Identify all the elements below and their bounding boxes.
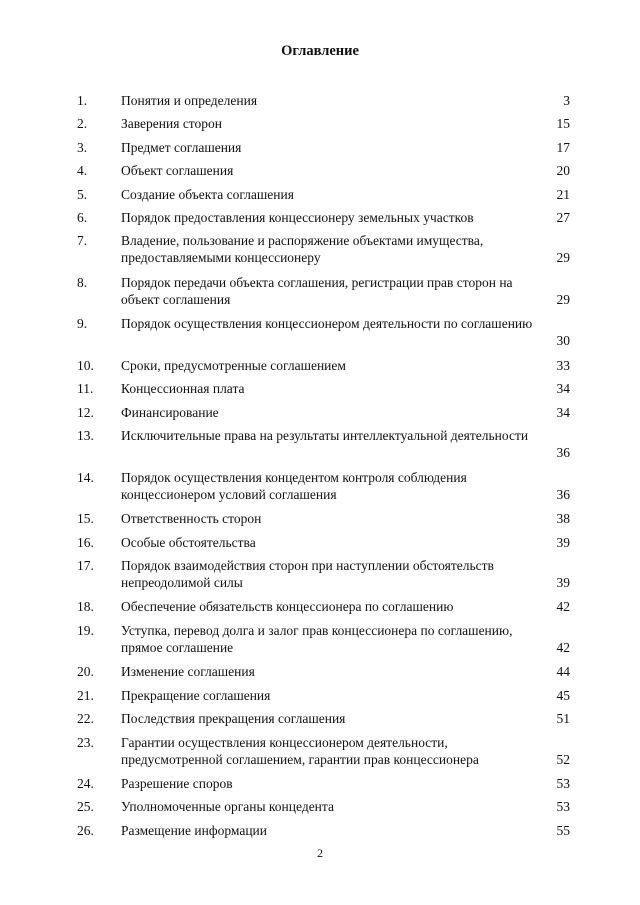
toc-entry [0,139,640,156]
toc-entry [0,687,640,704]
toc-entry-title [121,663,576,680]
toc-entry-page: 29 [556,291,570,307]
toc-entry-number: 25. [77,799,94,815]
toc-entry-page: 17 [556,139,570,155]
toc-entry-number: 7. [77,233,88,249]
toc-entry-title [121,315,576,332]
toc-entry-title-line: Изменение соглашения [121,664,255,680]
toc-entry-title-line: Порядок передачи объекта соглашения, регистрации прав сторон на [121,274,513,290]
toc-entry-title [121,209,576,226]
toc-entry-number: 9. [77,316,88,332]
toc-entry-title-line: Порядок взаимодействия сторон при наступлении обстоятельств [121,557,494,573]
toc-entry [0,404,640,421]
toc-entry [0,92,640,109]
toc-entry-title-line: Понятия и определения [121,93,258,108]
toc-entry-title-line: Владение, пользование и распоряжение объектами имущества, [121,233,484,249]
toc-entry-title [121,115,576,132]
toc-entry-page: 29 [556,250,570,266]
toc-entry [0,510,640,527]
toc-entry [0,798,640,815]
toc-entry-page: 3 [563,93,570,108]
toc-entry [0,775,640,792]
toc-entry-page: 21 [556,186,570,202]
toc-entry-number: 13. [77,428,94,444]
toc-entry-title-line: Порядок предоставления концессионеру земельных участков [121,210,474,225]
toc-entry-title [121,139,576,156]
toc-entry-title [121,822,576,839]
toc-entry-title-line: Финансирование [121,404,219,420]
toc-entry-number: 11. [77,381,94,397]
toc-entry-title-line: прямое соглашение [121,639,234,655]
toc-entry-title [121,534,576,551]
toc-entry-title-line: Исключительные права на результаты интеллектуальной деятельности [121,428,529,444]
toc-entry-page: 52 [556,751,570,767]
toc-entry [0,622,640,656]
toc-entry [0,822,640,839]
toc-entry-number: 12. [77,404,94,420]
toc-entry-title [121,710,576,727]
toc-entry-page: 53 [556,799,570,815]
toc-entry-page: 42 [556,639,570,655]
toc-entry-title-line: Объект соглашения [121,163,234,179]
toc-entry-title-line: объект соглашения [121,291,231,307]
toc-entry-title [121,92,576,109]
toc-entry-title-line: Предмет соглашения [121,139,242,155]
toc-entry-title-line: Гарантии осуществления концессионером деятельности, [121,734,448,750]
toc-entry-number: 1. [77,93,88,108]
toc-entry [0,209,640,226]
toc-entry-title-line: Ответственность сторон [121,511,262,527]
toc-entry-title [121,186,576,203]
toc-entry-title-line: Уполномоченные органы концедента [121,799,334,815]
toc-entry [0,315,640,349]
toc-entry-title-line: Размещение информации [121,822,267,838]
toc-entry-page: 36 [556,445,570,461]
toc-entry-title [121,274,576,308]
toc-entry-page: 33 [556,357,570,373]
toc-entry-title-line: Сроки, предусмотренные соглашением [121,357,346,373]
toc-entry-title-line: Порядок осуществления концедентом контроля соблюдения [121,469,467,485]
toc-entry-title-line: Последствия прекращения соглашения [121,711,346,727]
toc-entry [0,534,640,551]
toc-entry-title [121,557,576,591]
toc-entry-number: 8. [77,274,88,290]
toc-entry [0,274,640,308]
toc-entry [0,469,640,503]
toc-entry [0,232,640,266]
toc-entry-page: 36 [556,486,570,502]
toc-entry-title [121,427,576,444]
toc-entry-page: 15 [556,116,570,132]
toc-entry [0,557,640,591]
toc-entry-title [121,380,576,397]
toc-entry [0,598,640,615]
toc-entry [0,380,640,397]
toc-entry-page: 39 [556,574,570,590]
toc-entry [0,734,640,768]
toc-entry-page: 45 [556,687,570,703]
toc-entry-title-line: концессионером условий соглашения [121,486,337,502]
toc-entry-title-line: Уступка, перевод долга и залог прав концессионера по соглашению, [121,622,513,638]
toc-entry-page: 55 [556,822,570,838]
toc-entry-title [121,598,576,615]
toc-entry-page: 39 [556,534,570,550]
toc-entry-title-line: Особые обстоятельства [121,534,256,550]
toc-entry-title [121,357,576,374]
toc-entry-number: 4. [77,163,88,179]
toc-entry-number: 15. [77,511,94,527]
toc-entry-number: 21. [77,687,94,703]
toc-entry-number: 17. [77,557,94,573]
toc-entry-page: 42 [556,599,570,615]
toc-entry-title-line: Разрешение споров [121,776,233,791]
toc-entry-title-line: предусмотренной соглашением, гарантии прав концессионера [121,751,479,767]
toc-entry-page: 53 [556,776,570,791]
toc-entry-number: 18. [77,599,94,615]
toc-entry-page: 44 [556,664,570,680]
toc-entry [0,710,640,727]
toc-entry-number: 24. [77,776,94,791]
toc-entry-page: 51 [556,711,570,727]
toc-entry-title-line: Обеспечение обязательств концессионера по соглашению [121,599,454,615]
toc-entry-title [121,469,576,503]
toc-entry-number: 26. [77,822,94,838]
toc-entry-title [121,734,576,768]
toc-entry-title-line: Концессионная плата [121,381,245,397]
toc-entry-number: 19. [77,622,94,638]
toc-entry-page: 27 [556,210,570,225]
toc-entry-title [121,775,576,792]
toc-entry-page: 20 [556,163,570,179]
toc-entry-number: 22. [77,711,94,727]
toc-entry-title-line: Прекращение соглашения [121,687,271,703]
toc-entry-page: 34 [556,381,570,397]
toc-entry-title-line: Заверения сторон [121,116,223,132]
toc-entry-page: 38 [556,511,570,527]
toc-entry-title [121,687,576,704]
toc-entry-number: 10. [77,357,94,373]
toc-entry-number: 3. [77,139,88,155]
toc-entry-number: 23. [77,734,94,750]
toc-entry-page: 30 [556,333,570,349]
toc-entry [0,663,640,680]
toc-entry-title [121,162,576,179]
toc-entry-title-line: непреодолимой силы [121,574,243,590]
toc-entry [0,357,640,374]
toc-entry-title [121,232,576,266]
toc-entry-title-line: Создание объекта соглашения [121,186,294,202]
toc-entry [0,115,640,132]
toc-entry-number: 20. [77,664,94,680]
toc-entry-title [121,510,576,527]
toc-entry-title [121,622,576,656]
toc-entry-title [121,798,576,815]
toc-title: Оглавление [281,43,359,59]
toc-entry [0,427,640,461]
toc-entry-number: 5. [77,186,88,202]
toc-entry-number: 2. [77,116,88,132]
toc-entry-number: 16. [77,534,94,550]
toc-entry-number: 14. [77,469,94,485]
toc-entry-title [121,404,576,421]
toc-entry-page: 34 [556,404,570,420]
page-number: 2 [317,846,323,860]
toc-entry-title-line: предоставляемыми концессионеру [121,250,321,266]
toc-entry [0,186,640,203]
toc-entry-number: 6. [77,210,88,225]
toc-entry-title-line: Порядок осуществления концессионером деятельности по соглашению [121,316,533,332]
toc-entry [0,162,640,179]
